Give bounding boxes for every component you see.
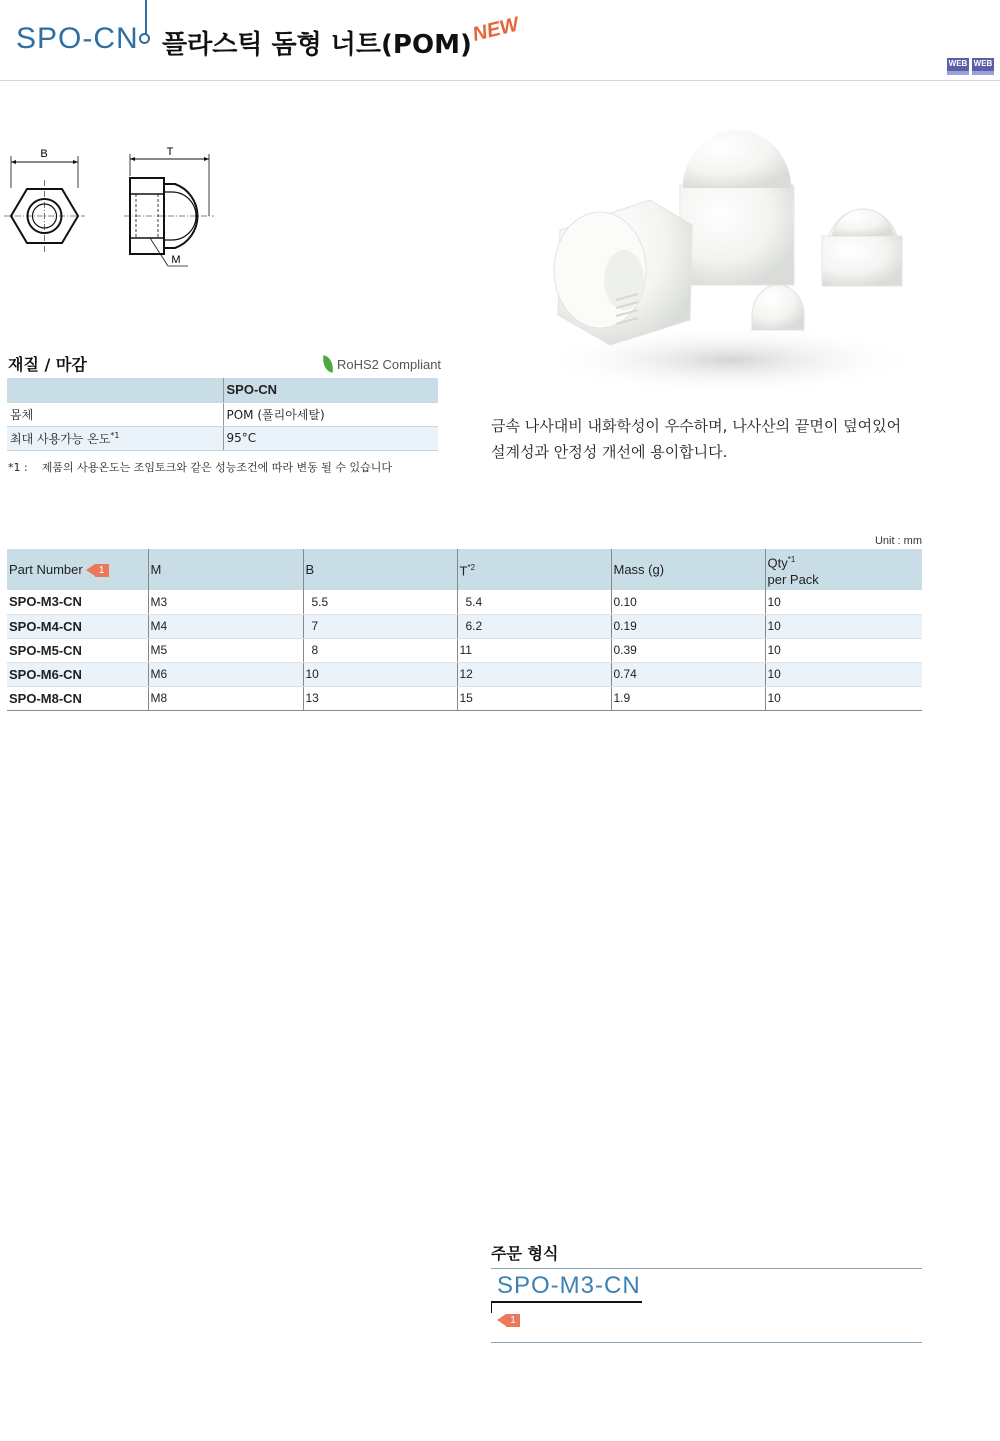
- cell-b: 10: [303, 662, 457, 686]
- dim-b-label: B: [40, 148, 48, 160]
- cell-mass: 0.10: [611, 590, 765, 614]
- material-title: 재질 / 마감: [8, 355, 87, 374]
- part-number[interactable]: SPO-M5-CN: [7, 638, 148, 662]
- order-tick: [491, 1301, 492, 1313]
- cell-qty: 10: [765, 614, 922, 638]
- table-row: [7, 686, 922, 710]
- material-table: [7, 378, 438, 451]
- col-mass: Mass (g): [611, 549, 765, 590]
- dim-t-label: T: [166, 146, 174, 158]
- header-divider: [145, 0, 147, 34]
- cell-t: 5.4: [457, 590, 611, 614]
- part-number[interactable]: SPO-M3-CN: [7, 590, 148, 614]
- rohs-badge: [322, 356, 441, 372]
- cell-mass: 0.39: [611, 638, 765, 662]
- cell-t: 6.2: [457, 614, 611, 638]
- col-qty: [765, 549, 922, 590]
- material-row-label: 몸체: [7, 402, 223, 426]
- table-row: [7, 638, 922, 662]
- cell-mass: 0.74: [611, 662, 765, 686]
- order-format-title: 주문 형식: [491, 1244, 559, 1263]
- table-row: [7, 662, 922, 686]
- footnote-mark: *1 :: [8, 461, 28, 474]
- product-photo: [520, 110, 920, 400]
- col-qty-label: Qty: [767, 555, 788, 571]
- web-icon[interactable]: WEB: [972, 58, 994, 75]
- material-row-value: 95°C: [223, 426, 438, 450]
- cell-qty: 10: [765, 590, 922, 614]
- order-rule-top: [491, 1268, 922, 1269]
- leaf-icon: [321, 355, 336, 373]
- description-line: 금속 나사대비 내화학성이 우수하며, 나사산의 끝면이 덮여있어: [491, 417, 902, 435]
- cell-t: 12: [457, 662, 611, 686]
- material-row-label: [7, 426, 223, 450]
- tag-number: 1: [95, 564, 109, 577]
- header-divider-dot: [139, 33, 150, 44]
- cell-qty: 10: [765, 686, 922, 710]
- dim-m-label: M: [171, 254, 181, 266]
- description-line: 설계성과 안정성 개선에 용이합니다.: [491, 443, 728, 461]
- part-number[interactable]: SPO-M6-CN: [7, 662, 148, 686]
- rohs-label: RoHS2 Compliant: [337, 356, 442, 372]
- order-rule-bottom: [491, 1342, 922, 1343]
- web-icon[interactable]: WEB: [947, 58, 969, 75]
- cell-m: M3: [148, 590, 303, 614]
- part-number[interactable]: SPO-M8-CN: [7, 686, 148, 710]
- part-number[interactable]: SPO-M4-CN: [7, 614, 148, 638]
- technical-drawing: [0, 140, 240, 280]
- cell-b: 8: [303, 638, 457, 662]
- cell-mass: 0.19: [611, 614, 765, 638]
- cell-b: 5.5: [303, 590, 457, 614]
- table-row: [7, 590, 922, 614]
- cell-m: M4: [148, 614, 303, 638]
- cell-mass: 1.9: [611, 686, 765, 710]
- material-row-value: POM (폴리아세탈): [223, 402, 438, 426]
- col-part-number-label: Part Number: [9, 562, 83, 577]
- order-underline: [491, 1301, 642, 1303]
- footnote-text: 제품의 사용온도는 조임토크와 같은 성능조건에 따라 변동 될 수 있습니다: [41, 461, 392, 474]
- cell-m: M6: [148, 662, 303, 686]
- cell-m: M5: [148, 638, 303, 662]
- col-t-label: T: [459, 563, 468, 579]
- cell-t: 15: [457, 686, 611, 710]
- col-t: [457, 549, 611, 590]
- order-tag-number: 1: [506, 1314, 520, 1327]
- material-header-code: SPO-CN: [223, 378, 438, 402]
- footnote-ref: *1: [110, 430, 120, 440]
- cell-b: 13: [303, 686, 457, 710]
- spec-table: [7, 549, 922, 711]
- page-title: 플라스틱 돔형 너트(POM): [162, 30, 472, 60]
- material-header-blank: [7, 378, 223, 402]
- product-description: [491, 413, 931, 465]
- cell-t: 11: [457, 638, 611, 662]
- product-code: SPO-CN: [16, 22, 139, 55]
- col-m: M: [148, 549, 303, 590]
- col-part-number: [7, 549, 148, 590]
- part-number-tag: [86, 564, 110, 577]
- unit-label: Unit : mm: [874, 535, 922, 547]
- order-example: SPO-M3-CN: [497, 1272, 641, 1299]
- cell-b: 7: [303, 614, 457, 638]
- table-row: [7, 614, 922, 638]
- order-tag: [497, 1314, 521, 1327]
- col-qty-sup: *1: [787, 554, 796, 564]
- col-t-sup: *2: [467, 563, 476, 573]
- new-badge: NEW: [470, 13, 522, 47]
- cell-m: M8: [148, 686, 303, 710]
- col-b: B: [303, 549, 457, 590]
- material-footnote: [8, 459, 392, 475]
- material-row-label-text: 최대 사용가능 온도: [10, 431, 111, 446]
- cell-qty: 10: [765, 638, 922, 662]
- col-qty-label2: per Pack: [767, 572, 819, 588]
- header-rule: [0, 80, 1000, 81]
- cell-qty: 10: [765, 662, 922, 686]
